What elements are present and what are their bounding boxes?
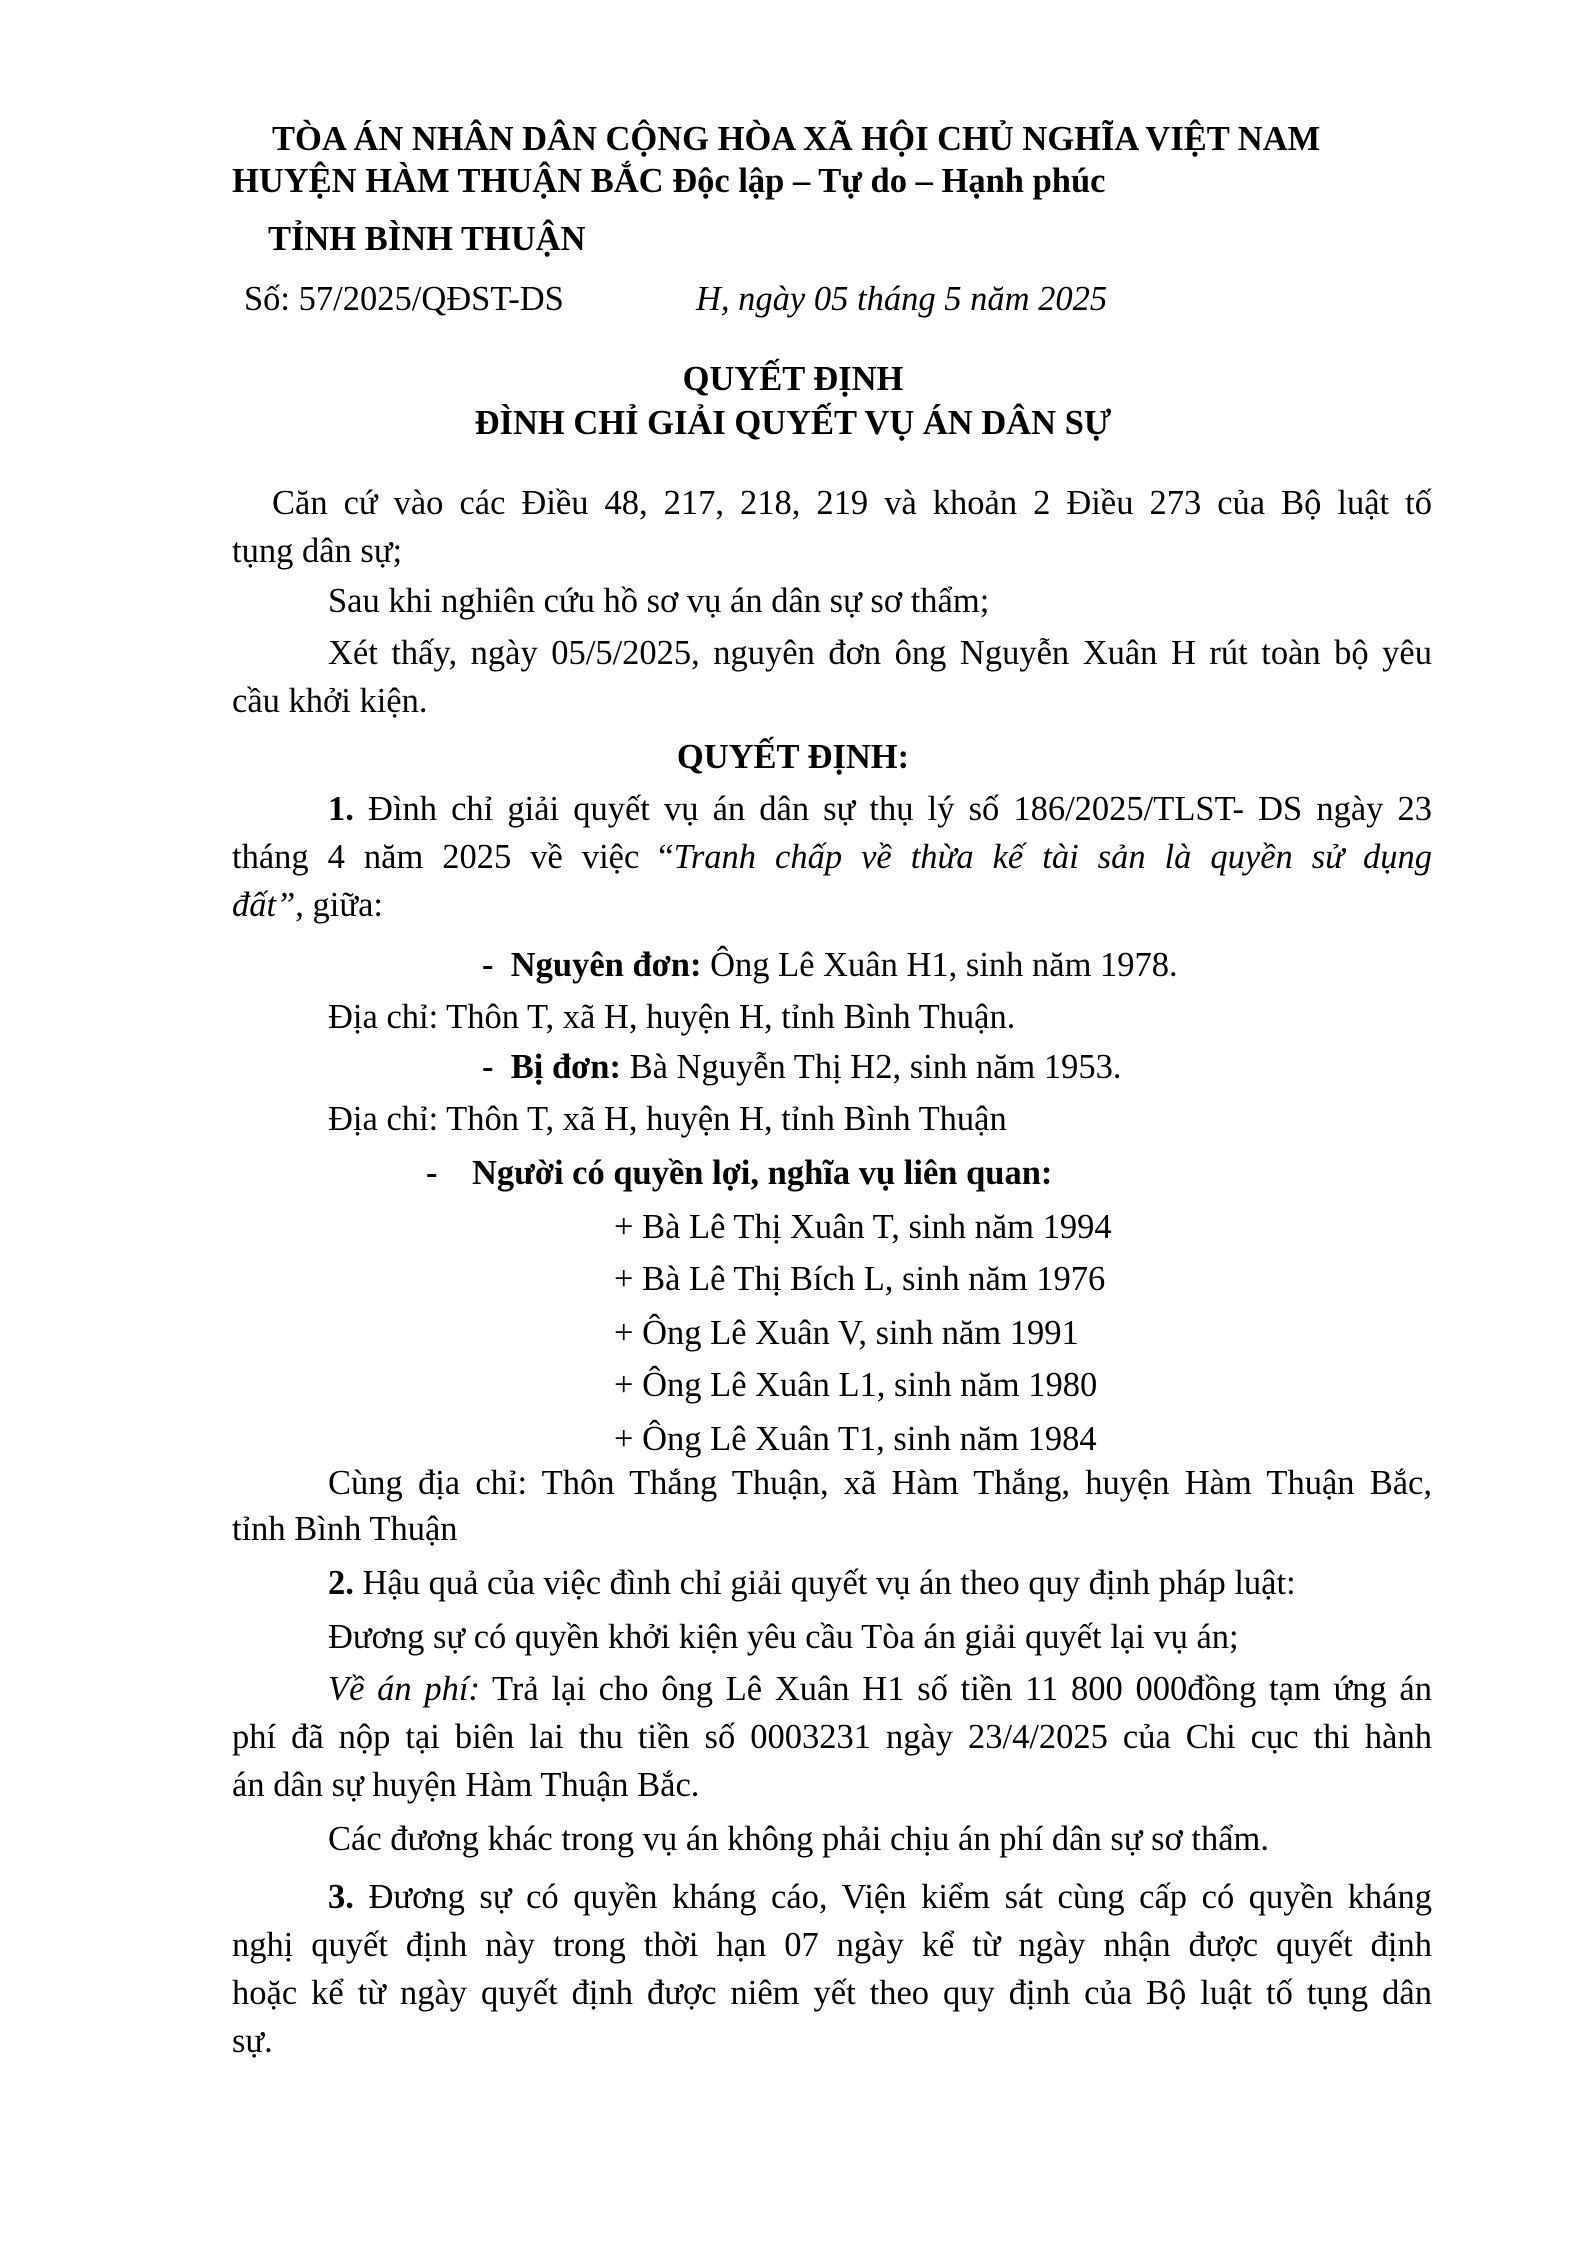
court-and-nation-header-line: TÒA ÁN NHÂN DÂN CỘNG HÒA XÃ HỘI CHỦ NGHĨA VIỆT NAM — [272, 120, 1321, 158]
plaintiff-line: - Nguyên đơn: Ông Lê Xuân H1, sinh năm 1978. — [482, 946, 1178, 984]
related-person-item: + Bà Lê Thị Bích L, sinh năm 1976 — [614, 1260, 1106, 1298]
item-2-heading: 2. Hậu quả của việc đình chỉ giải quyết vụ án theo quy định pháp luật: — [328, 1564, 1296, 1602]
document-title: QUYẾT ĐỊNH — [682, 360, 904, 398]
related-person-item: + Bà Lê Thị Xuân T, sinh năm 1994 — [614, 1208, 1112, 1246]
document-subtitle: ĐÌNH CHỈ GIẢI QUYẾT VỤ ÁN DÂN SỰ — [474, 404, 1112, 442]
decision-date: H, ngày 05 tháng 5 năm 2025 — [696, 280, 1108, 318]
decision-heading: QUYẾT ĐỊNH: — [676, 738, 910, 776]
item-3-line-4: sự. — [232, 2022, 273, 2060]
court-fee-line-2: phí đã nộp tại biên lai thu tiền số 0003231 ngày 23/4/2025 của Chi cục thi hành — [232, 1718, 1432, 1756]
district-and-motto-line: HUYỆN HÀM THUẬN BẮC Độc lập – Tự do – Hạnh phúc — [232, 162, 1106, 200]
considering-line-1: Xét thấy, ngày 05/5/2025, nguyên đơn ông Nguyễn Xuân H rút toàn bộ yêu — [328, 634, 1432, 672]
court-fee-line-3: án dân sự huyện Hàm Thuận Bắc. — [232, 1766, 700, 1804]
court-fee-line-1: Về án phí: Trả lại cho ông Lê Xuân H1 số tiền 11 800 000đồng tạm ứng án — [328, 1670, 1432, 1708]
related-persons-heading: - Người có quyền lợi, nghĩa vụ liên quan: — [426, 1154, 1053, 1192]
decision-number: Số: 57/2025/QĐST-DS — [244, 280, 564, 318]
legal-basis-line-2: tụng dân sự; — [232, 532, 403, 570]
after-study-line: Sau khi nghiên cứu hồ sơ vụ án dân sự sơ thẩm; — [328, 582, 990, 620]
other-parties-fee-line: Các đương khác trong vụ án không phải chịu án phí dân sự sơ thẩm. — [328, 1820, 1270, 1858]
defendant-line: - Bị đơn: Bà Nguyễn Thị H2, sinh năm 1953. — [482, 1048, 1122, 1086]
related-person-item: + Ông Lê Xuân T1, sinh năm 1984 — [614, 1420, 1097, 1458]
item-1-line-1: 1. Đình chỉ giải quyết vụ án dân sự thụ lý số 186/2025/TLST- DS ngày 23 — [328, 790, 1433, 828]
province-line: TỈNH BÌNH THUẬN — [268, 220, 586, 258]
related-person-item: + Ông Lê Xuân V, sinh năm 1991 — [614, 1314, 1079, 1352]
item-1-line-3: đất”, giữa: — [232, 886, 383, 924]
item-3-line-3: hoặc kể từ ngày quyết định được niêm yết theo quy định của Bộ luật tố tụng dân — [232, 1974, 1432, 2012]
item-3-line-1: 3. Đương sự có quyền kháng cáo, Viện kiểm sát cùng cấp có quyền kháng — [328, 1878, 1432, 1916]
common-address-line-2: tỉnh Bình Thuận — [232, 1510, 458, 1548]
item-3-line-2: nghị quyết định này trong thời hạn 07 ngày kể từ ngày nhận được quyết định — [232, 1926, 1432, 1964]
considering-line-2: cầu khởi kiện. — [232, 682, 428, 720]
common-address-line-1: Cùng địa chỉ: Thôn Thắng Thuận, xã Hàm Thắng, huyện Hàm Thuận Bắc, — [328, 1464, 1432, 1502]
defendant-address: Địa chỉ: Thôn T, xã H, huyện H, tỉnh Bình Thuận — [328, 1100, 1007, 1138]
right-to-resue-line: Đương sự có quyền khởi kiện yêu cầu Tòa án giải quyết lại vụ án; — [328, 1618, 1239, 1656]
related-person-item: + Ông Lê Xuân L1, sinh năm 1980 — [614, 1366, 1098, 1404]
legal-basis-line-1: Căn cứ vào các Điều 48, 217, 218, 219 và khoản 2 Điều 273 của Bộ luật tố — [272, 484, 1432, 522]
item-1-line-2: tháng 4 năm 2025 về việc “Tranh chấp về thừa kế tài sản là quyền sử dụng — [232, 838, 1432, 876]
plaintiff-address: Địa chỉ: Thôn T, xã H, huyện H, tỉnh Bình Thuận. — [328, 998, 1016, 1036]
